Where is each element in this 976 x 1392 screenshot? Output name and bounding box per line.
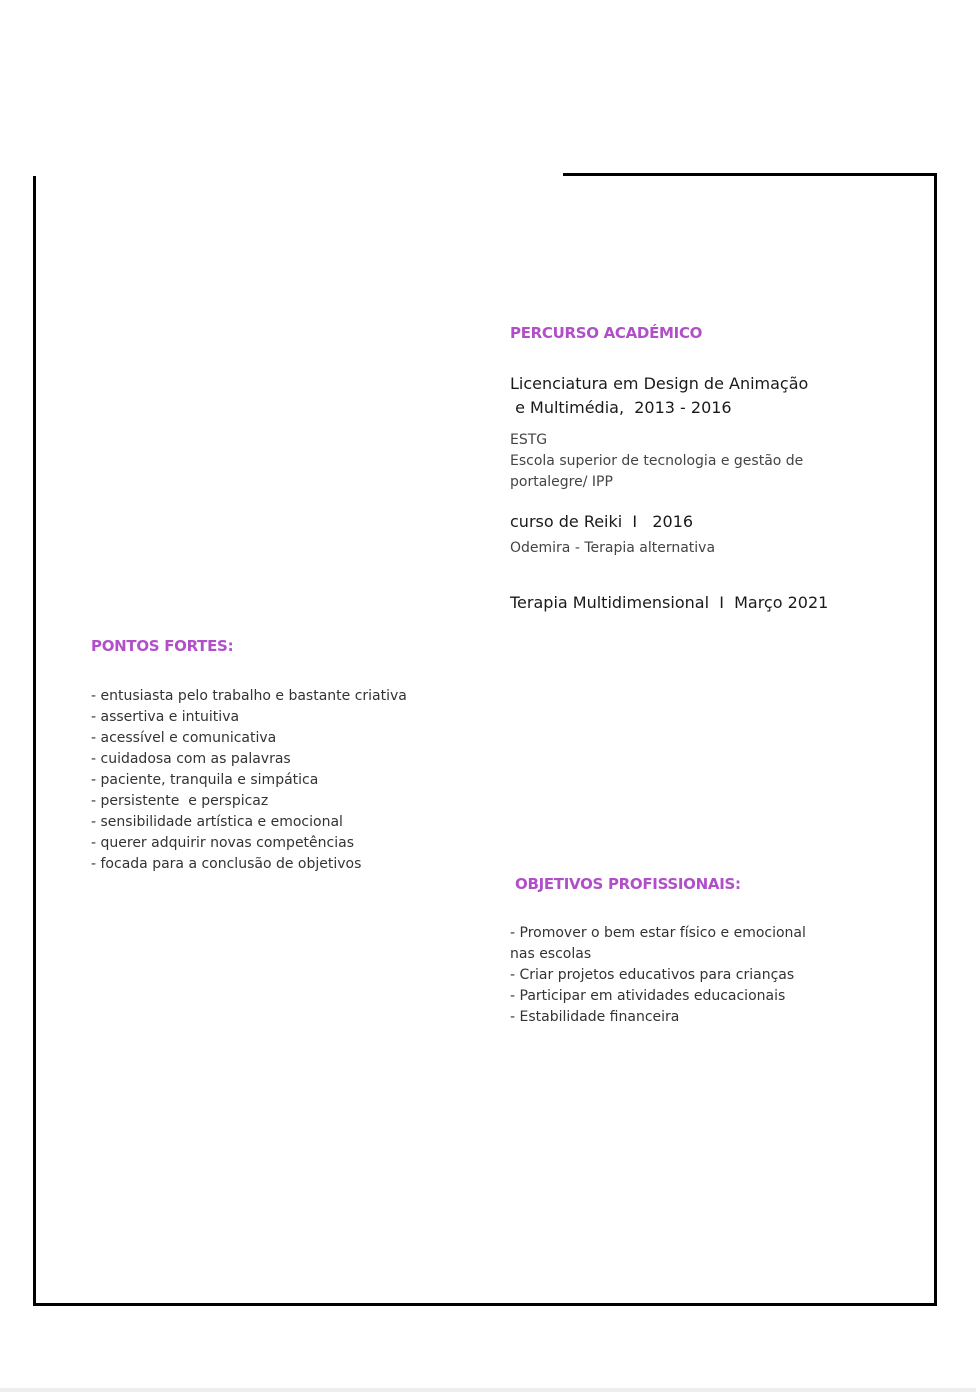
list-item: - persistente e perspicaz <box>91 793 269 809</box>
frame-top-border <box>563 173 937 176</box>
page-bottom-edge <box>0 1388 976 1392</box>
degree-title-line2: e Multimédia, 2013 - 2016 <box>510 398 732 417</box>
list-item: - assertiva e intuitiva <box>91 709 240 725</box>
list-item: - cuidadosa com as palavras <box>91 751 291 767</box>
list-item: - focada para a conclusão de objetivos <box>91 856 362 872</box>
school-short-name: ESTG <box>510 432 548 448</box>
list-item: - Participar em atividades educacionais <box>510 988 786 1004</box>
list-item: - acessível e comunicativa <box>91 730 277 746</box>
list-item: - paciente, tranquila e simpática <box>91 772 319 788</box>
school-entry <box>510 430 803 493</box>
degree-title-line1: Licenciatura em Design de Animação <box>510 374 809 393</box>
frame-right-border <box>934 173 937 1306</box>
list-item: - Estabilidade financeira <box>510 1009 680 1025</box>
school-full-name-line2: portalegre/ IPP <box>510 474 613 490</box>
multidimensional-entry <box>510 591 828 615</box>
academic-heading: PERCURSO ACADÉMICO <box>510 324 703 342</box>
list-item: nas escolas <box>510 946 592 962</box>
list-item: - sensibilidade artística e emocional <box>91 814 343 830</box>
list-item: - Promover o bem estar físico e emocional <box>510 925 806 941</box>
list-item: - querer adquirir novas competências <box>91 835 354 851</box>
objectives-heading: OBJETIVOS PROFISSIONAIS: <box>515 875 741 893</box>
degree-entry <box>510 372 808 420</box>
strengths-heading: PONTOS FORTES: <box>91 637 234 655</box>
reiki-detail: Odemira - Terapia alternativa <box>510 540 716 556</box>
list-item: - Criar projetos educativos para crianças <box>510 967 795 983</box>
reiki-entry <box>510 510 715 559</box>
frame-bottom-border <box>33 1303 937 1306</box>
reiki-title: curso de Reiki I 2016 <box>510 512 694 531</box>
objectives-list <box>510 923 806 1028</box>
frame-left-border <box>33 176 36 1306</box>
strengths-list <box>91 686 407 875</box>
multidimensional-title: Terapia Multidimensional I Março 2021 <box>510 593 829 612</box>
school-full-name-line1: Escola superior de tecnologia e gestão de <box>510 453 804 469</box>
list-item: - entusiasta pelo trabalho e bastante criativa <box>91 688 407 704</box>
